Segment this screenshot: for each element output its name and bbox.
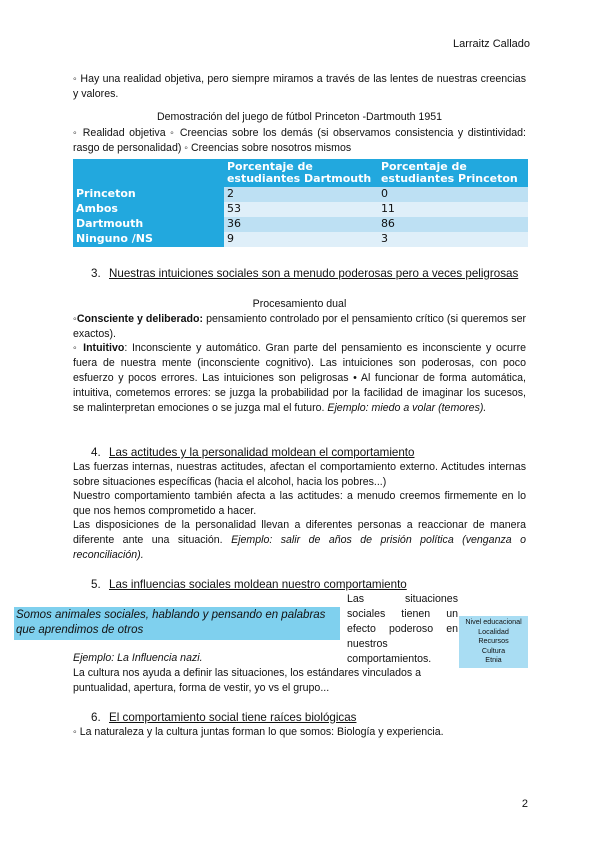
text: Las disposiciones de la personalidad llevan a diferentes personas a reaccionar de manera diferente ante una situación. xyxy=(73,519,526,546)
section-5-paragraph: La cultura nos ayuda a definir las situaciones, los estándares vinculados a puntualidad, apertura, forma de vestir, yo vs el grupo... xyxy=(73,667,422,694)
intro-paragraph: ◦ Hay una realidad objetiva, pero siempre miramos a través de las lentes de nuestras creencias y valores. xyxy=(73,73,526,100)
table-cell: 0 xyxy=(378,187,528,202)
table-header-cell: Porcentaje de estudiantes Dartmouth xyxy=(224,159,378,187)
section-6-paragraph: ◦ La naturaleza y la cultura juntas forman lo que somos: Biología y experiencia. xyxy=(73,726,444,738)
section-5-number: 5. xyxy=(91,578,101,591)
table-row xyxy=(73,217,528,232)
table-header-cell: Porcentaje de estudiantes Princeton xyxy=(378,159,528,187)
section-4-paragraph-1: Las fuerzas internas, nuestras actitudes, afectan el comportamiento externo. Actitudes internas sobre situaciones específicas (hacia el alcohol, hacia los pobres...) xyxy=(73,461,526,488)
term-intuitivo: Intuitivo xyxy=(83,342,125,354)
bullet: ◦ xyxy=(73,342,84,354)
section-4-title: Las actitudes y la personalidad moldean el comportamiento xyxy=(109,446,415,459)
table-cell: 3 xyxy=(378,232,528,247)
section-4-number: 4. xyxy=(91,446,101,459)
table-row-label: Ninguno /NS xyxy=(73,232,224,247)
section-5-example: Ejemplo: La Influencia nazi. xyxy=(73,652,203,664)
table-header-cell xyxy=(73,159,224,187)
table-cell: 11 xyxy=(378,202,528,217)
table-cell: 36 xyxy=(224,217,378,232)
term-consciente: Consciente y deliberado: xyxy=(76,313,204,325)
section-3-title: Nuestras intuiciones sociales son a menudo poderosas pero a veces peligrosas xyxy=(109,267,519,280)
section-4-paragraph-3 xyxy=(73,518,526,563)
text: : Inconsciente y automático. Gran parte del pensamiento es inconsciente y ocurre fuera de nuestra mente (inconsciente cognitivo). Las intuiciones son poderosas, con poco esfuerzo y pocos errores. Las intuiciones son peligrosas • Al funcionar de forma automática, intuitiva, cometemos errores: se juzga la probabilidad por la facilidad de imaginar los sucesos, se malinterpretan emociones o se juzga mal el futuro. xyxy=(73,342,526,414)
table-row xyxy=(73,202,528,217)
table-cell: 53 xyxy=(224,202,378,217)
table-row-label: Dartmouth xyxy=(73,217,224,232)
section-3-paragraph-1 xyxy=(73,312,526,342)
table-cell: 86 xyxy=(378,217,528,232)
factor-item: Nivel educacional xyxy=(465,617,522,626)
factor-item: Cultura xyxy=(481,645,506,655)
section-3-number: 3. xyxy=(91,267,101,280)
factor-item: Recursos xyxy=(478,636,509,645)
demo-text: ◦ Realidad objetiva ◦ Creencias sobre los demás (si observamos consistencia y distintividad: rasgo de personalidad) ◦ Creencias sobre nosotros mismos xyxy=(73,127,526,154)
section-3-subtitle: Procesamiento dual xyxy=(252,298,347,310)
header-author: Larraitz Callado xyxy=(452,38,530,50)
example: Ejemplo: salir de años de prisión política (venganza o reconciliación). xyxy=(73,534,526,561)
section-4-paragraph-2: Nuestro comportamiento también afecta a las actitudes: a menudo creemos firmemente en lo que nos hemos comprometido a hacer. xyxy=(73,490,526,517)
section-6-title: El comportamiento social tiene raíces biológicas xyxy=(109,711,357,724)
table-cell: 2 xyxy=(224,187,378,202)
section-3-paragraph-2 xyxy=(73,341,526,416)
example: Ejemplo: miedo a volar (temores). xyxy=(324,402,487,414)
table-cell: 9 xyxy=(224,232,378,247)
results-table xyxy=(73,159,528,247)
section-5-title: Las influencias sociales moldean nuestro comportamiento xyxy=(109,578,407,591)
page-number: 2 xyxy=(521,798,528,810)
text: pensamiento controlado por el pensamiento crítico (si queremos ser exactos). xyxy=(73,313,526,340)
side-text: Las situaciones sociales tienen un efecto poderoso en nuestros comportamientos. xyxy=(347,593,458,665)
table-row xyxy=(73,187,528,202)
factors-box xyxy=(459,616,528,668)
factor-item: Etnia xyxy=(485,655,502,664)
table-row-label: Ambos xyxy=(73,202,224,217)
table-row-label: Princeton xyxy=(73,187,224,202)
factor-item: Localidad xyxy=(478,626,509,636)
callout-quote: Somos animales sociales, hablando y pensando en palabras que aprendimos de otros xyxy=(14,607,340,640)
table-row xyxy=(73,232,528,247)
demo-title: Demostración del juego de fútbol Princeton -Dartmouth 1951 xyxy=(156,111,443,123)
bullet: ◦ xyxy=(73,313,77,325)
section-6-number: 6. xyxy=(91,711,101,724)
table-header-row xyxy=(73,159,528,187)
